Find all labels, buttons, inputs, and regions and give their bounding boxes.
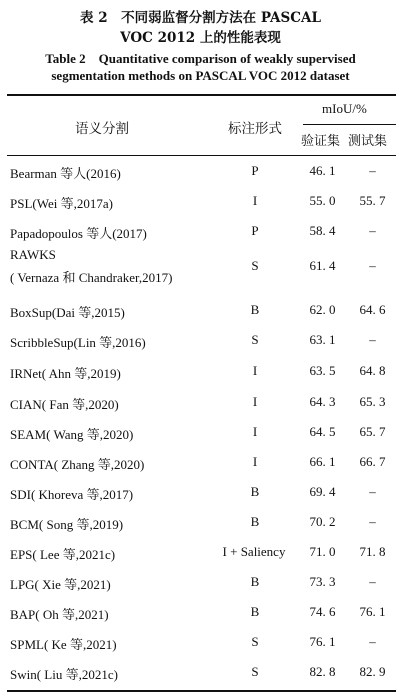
method-cell: BCM( Song 等,2019) — [10, 517, 124, 532]
method-cell: Swin( Liu 等,2021c) — [10, 667, 118, 682]
label-form-cell: I — [252, 394, 258, 409]
method-cell: PSL(Wei 等,2017a) — [10, 196, 113, 211]
val-miou-cell: 62. 0 — [309, 302, 336, 317]
method-cell: SDI( Khoreva 等,2017) — [10, 487, 134, 502]
val-miou-cell: 74. 6 — [309, 604, 336, 619]
table-top-rule — [7, 94, 396, 96]
label-form-cell: B — [250, 302, 260, 317]
label-form-cell: S — [251, 664, 259, 679]
method-cell: LPG( Xie 等,2021) — [10, 577, 111, 592]
label-form-cell: B — [250, 604, 260, 619]
method-cell: SPML( Ke 等,2021) — [10, 637, 117, 652]
method-cell: BAP( Oh 等,2021) — [10, 607, 109, 622]
val-miou-cell: 63. 1 — [309, 332, 336, 347]
method-cell: SEAM( Wang 等,2020) — [10, 427, 134, 442]
table-row — [0, 357, 401, 387]
label-form-cell: B — [250, 514, 260, 529]
caption-cn-line1: 表 2 不同弱监督分割方法在 PASCAL — [80, 10, 321, 26]
val-miou-cell: 66. 1 — [309, 454, 336, 469]
method-cell: BoxSup(Dai 等,2015) — [10, 305, 125, 320]
test-miou-cell: 76. 1 — [359, 604, 386, 619]
header-test: 测试集 — [348, 134, 388, 149]
table-row — [0, 658, 401, 688]
label-form-cell: B — [250, 574, 260, 589]
table-row — [0, 388, 401, 418]
val-miou-cell: 71. 0 — [309, 544, 336, 559]
test-miou-cell: – — [369, 332, 376, 347]
label-form-cell: P — [251, 163, 259, 178]
method-cell-line2: ( Vernaza 和 Chandraker,2017) — [10, 270, 173, 285]
method-cell: Papadopoulos 等人(2017) — [10, 226, 147, 241]
val-miou-cell: 73. 3 — [309, 574, 336, 589]
label-form-cell: I — [252, 363, 258, 378]
test-miou-cell: 66. 7 — [359, 454, 386, 469]
table-row — [0, 418, 401, 448]
table-row — [0, 538, 401, 568]
label-form-cell: S — [251, 332, 259, 347]
test-miou-cell: 65. 3 — [359, 394, 386, 409]
header-val: 验证集 — [301, 134, 341, 149]
val-miou-cell: 55. 0 — [309, 193, 336, 208]
test-miou-cell: 55. 7 — [359, 193, 386, 208]
header-miou-rule — [303, 124, 396, 125]
label-form-cell: B — [250, 484, 260, 499]
method-cell: EPS( Lee 等,2021c) — [10, 547, 116, 562]
val-miou-cell: 61. 4 — [309, 258, 336, 273]
method-cell: CIAN( Fan 等,2020) — [10, 397, 119, 412]
header-miou: mIoU/% — [322, 101, 367, 116]
val-miou-cell: 82. 8 — [309, 664, 336, 679]
test-miou-cell: 64. 8 — [359, 363, 386, 378]
test-miou-cell: – — [369, 163, 376, 178]
table-row — [0, 157, 401, 187]
val-miou-cell: 64. 3 — [309, 394, 336, 409]
table-row — [0, 598, 401, 628]
label-form-cell: S — [251, 258, 259, 273]
val-miou-cell: 76. 1 — [309, 634, 336, 649]
method-cell: Bearman 等人(2016) — [10, 166, 121, 181]
label-form-cell: S — [251, 634, 259, 649]
test-miou-cell: 65. 7 — [359, 424, 386, 439]
table-row — [0, 628, 401, 658]
table-bottom-rule — [7, 690, 396, 692]
table-row — [0, 187, 401, 217]
table-row — [0, 217, 401, 247]
caption-en-line1: Table 2 Quantitative comparison of weakly supervised — [45, 51, 356, 66]
test-miou-cell: 64. 6 — [359, 302, 386, 317]
label-form-cell: I — [252, 454, 258, 469]
caption-en-line2: segmentation methods on PASCAL VOC 2012 dataset — [51, 68, 350, 83]
test-miou-cell: – — [369, 634, 376, 649]
test-miou-cell: 71. 8 — [359, 544, 386, 559]
table-row — [0, 508, 401, 538]
method-cell: IRNet( Ahn 等,2019) — [10, 366, 121, 381]
val-miou-cell: 46. 1 — [309, 163, 336, 178]
val-miou-cell: 70. 2 — [309, 514, 336, 529]
label-form-cell: P — [251, 223, 259, 238]
test-miou-cell: – — [369, 223, 376, 238]
header-method: 语义分割 — [75, 121, 129, 137]
label-form-cell: I — [252, 424, 258, 439]
table-row — [0, 478, 401, 508]
test-miou-cell: 82. 9 — [359, 664, 386, 679]
test-miou-cell: – — [369, 514, 376, 529]
table-header-rule — [7, 155, 396, 156]
test-miou-cell: – — [369, 484, 376, 499]
table-row — [0, 448, 401, 478]
method-cell: CONTA( Zhang 等,2020) — [10, 457, 145, 472]
table-row — [0, 326, 401, 356]
test-miou-cell: – — [369, 574, 376, 589]
header-label-form: 标注形式 — [228, 121, 282, 137]
label-form-cell: I — [252, 193, 258, 208]
label-form-cell: I + Saliency — [222, 544, 286, 559]
method-cell: RAWKS — [10, 247, 56, 262]
table-row — [0, 568, 401, 598]
table-row — [0, 247, 401, 295]
val-miou-cell: 69. 4 — [309, 484, 336, 499]
val-miou-cell: 63. 5 — [309, 363, 336, 378]
val-miou-cell: 58. 4 — [309, 223, 336, 238]
test-miou-cell: – — [369, 258, 376, 273]
val-miou-cell: 64. 5 — [309, 424, 336, 439]
method-cell: ScribbleSup(Lin 等,2016) — [10, 335, 146, 350]
caption-cn-line2: VOC 2012 上的性能表现 — [120, 30, 281, 46]
table-row — [0, 296, 401, 326]
